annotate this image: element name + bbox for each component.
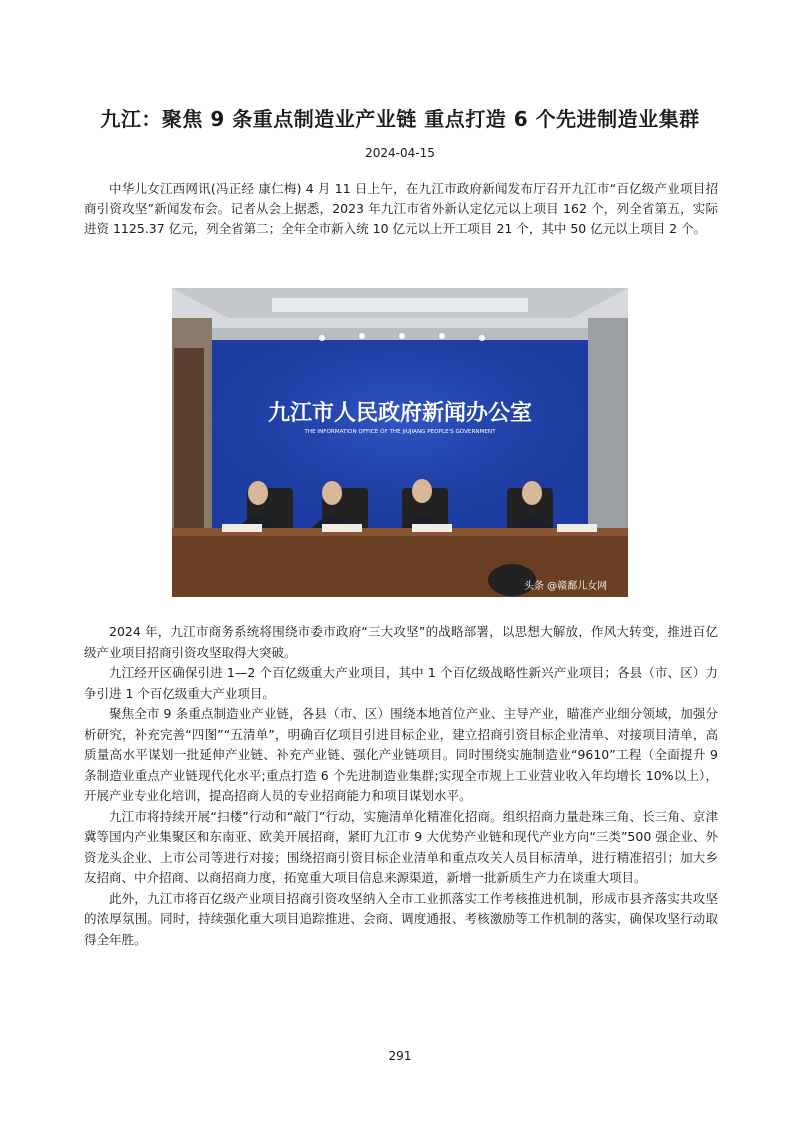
press-conference-photo bbox=[172, 288, 628, 597]
article-date: 2024-04-15 bbox=[365, 146, 435, 160]
intro-paragraph: 中华儿女江西网讯(冯正经 康仁梅) 4 月 11 日上午，在九江市政府新闻发布厅召开九江市“百亿级产业项目招商引资攻坚”新闻发布会。记者从会上据悉，2023 年九江市省外新认定亿元以上项目 162 个，列全省第五，实际进资 1125.37 亿元，列全省第二；全年全市新入统 10 亿元以上开工项目 21 个，其中 50 亿元以上项目 2 个。 bbox=[84, 181, 718, 236]
article-body bbox=[84, 622, 718, 950]
body-paragraph: 九江经开区确保引进 1—2 个百亿级重大产业项目，其中 1 个百亿级战略性新兴产业项目；各县（市、区）力争引进 1 个百亿级重大产业项目。 bbox=[84, 665, 718, 701]
page-number: 291 bbox=[388, 1049, 412, 1063]
backdrop-subtitle: THE INFORMATION OFFICE OF THE JIUJIANG PEOPLE'S GOVERNMENT bbox=[304, 429, 496, 435]
body-paragraph: 此外，九江市将百亿级产业项目招商引资攻坚纳入全市工业抓落实工作考核推进机制，形成市县齐落实共攻坚的浓厚氛围。同时，持续强化重大项目追踪推进、会商、调度通报、考核激励等工作机制的落实，确保攻坚行动取得全年胜。 bbox=[84, 890, 718, 947]
body-paragraph: 九江市将持续开展“扫楼”行动和“敲门”行动，实施清单化精准化招商。组织招商力量赴珠三角、长三角、京津冀等国内产业集聚区和东南亚、欧美开展招商，紧盯九江市 9 大优势产业链和现代产业方向“三类”500 强企业、外资龙头企业、上市公司等进行对接；围绕招商引资目标企业清单和重点攻关人员目标清单，进行精准招引；加大乡友招商、中介招商、以商招商力度，拓宽重大项目信息来源渠道，新增一批新质生产力在谈重大项目。 bbox=[84, 808, 718, 885]
body-paragraph: 聚焦全市 9 条重点制造业产业链，各县（市、区）围绕本地首位产业、主导产业，瞄准产业细分领域，加强分析研究，补充完善“四图”“五清单”，明确百亿项目引进目标企业，建立招商引资目标企业清单、对接项目清单，高质量高水平谋划一批延伸产业链、补充产业链、强化产业链项目。同时围绕实施制造业“9610”工程（全面提升 9 条制造业重点产业链现代化水平;重点打造 6 个先进制造业集群;实现全市规上工业营业收入年均增长 10%以上），开展产业专业化培训，提高招商人员的专业招商能力和项目谋划水平。 bbox=[84, 706, 718, 803]
photo-watermark: 头条 @赣鄱儿女网 bbox=[524, 581, 608, 592]
body-paragraph: 2024 年，九江市商务系统将围绕市委市政府“三大攻坚”的战略部署，以思想大解放，作风大转变，推进百亿级产业项目招商引资攻坚取得大突破。 bbox=[84, 624, 718, 660]
article-title: 九江：聚焦 9 条重点制造业产业链 重点打造 6 个先进制造业集群 bbox=[100, 107, 700, 131]
backdrop-title: 九江市人民政府新闻办公室 bbox=[267, 401, 533, 426]
